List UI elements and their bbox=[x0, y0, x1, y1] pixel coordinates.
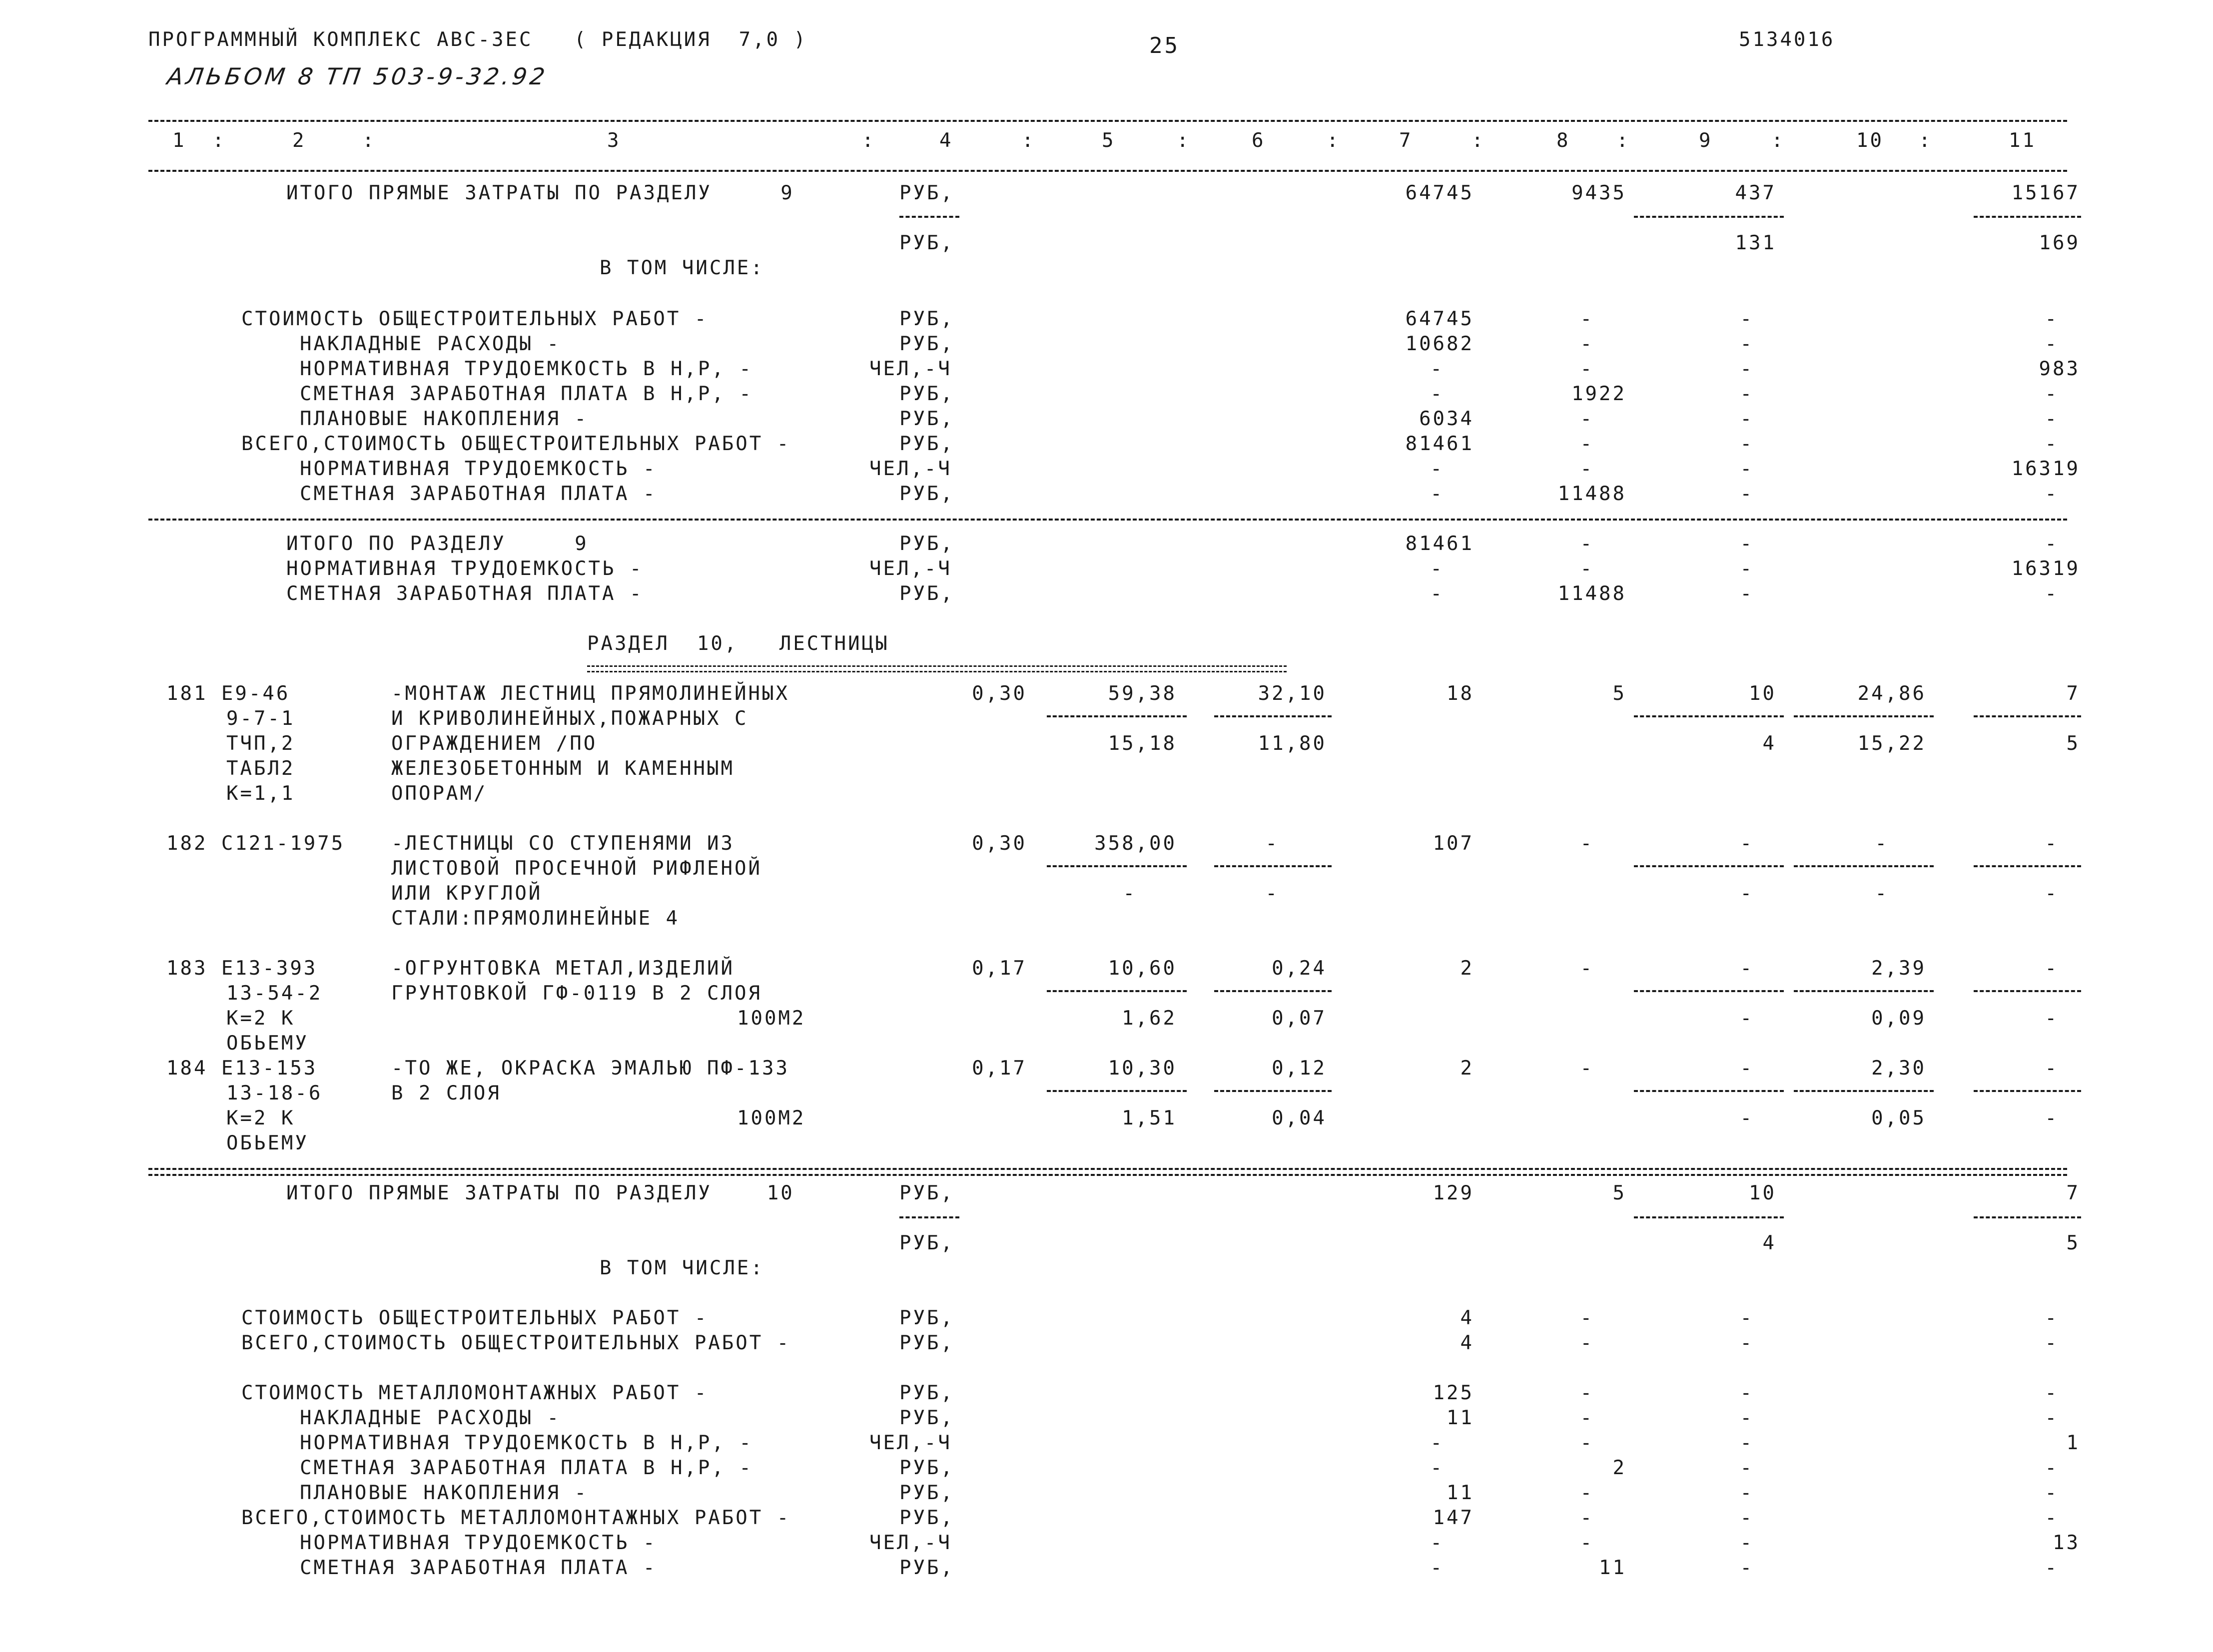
estimate-text: 7 bbox=[2066, 1182, 2080, 1204]
estimate-text: НОРМАТИВНАЯ ТРУДОЕМКОСТЬ - bbox=[300, 1532, 657, 1554]
estimate-text: - bbox=[1740, 408, 1754, 430]
estimate-text: - bbox=[1430, 1457, 1444, 1479]
column-number: 5 bbox=[1102, 129, 1116, 152]
estimate-text: РУБ, bbox=[899, 1382, 954, 1404]
estimate-text: ОБЬЕМУ bbox=[226, 1032, 309, 1055]
estimate-text: - bbox=[2045, 1557, 2059, 1579]
estimate-text: - bbox=[1430, 1557, 1444, 1579]
estimate-text: 11 bbox=[1447, 1482, 1474, 1504]
estimate-text: 64745 bbox=[1405, 182, 1474, 204]
column-number: 8 bbox=[1556, 129, 1570, 152]
dashed-rule bbox=[1634, 1216, 1784, 1218]
dashed-rule bbox=[1634, 1090, 1784, 1092]
column-separator: : bbox=[1472, 129, 1485, 152]
estimate-text: - bbox=[2045, 433, 2059, 455]
estimate-text: РУБ, bbox=[899, 383, 954, 405]
estimate-text: ПЛАНОВЫЕ НАКОПЛЕНИЯ - bbox=[300, 408, 589, 430]
estimate-text: 0,24 bbox=[1272, 957, 1327, 980]
estimate-text: В ТОМ ЧИСЛЕ: bbox=[600, 257, 764, 279]
estimate-text: ИЛИ КРУГЛОЙ bbox=[391, 882, 543, 905]
estimate-text: - bbox=[1580, 533, 1594, 555]
estimate-text: - bbox=[2045, 1507, 2059, 1529]
estimate-text: И КРИВОЛИНЕЙНЫХ,ПОЖАРНЫХ С bbox=[391, 707, 748, 730]
estimate-text: 15167 bbox=[2011, 182, 2080, 204]
estimate-text: - bbox=[1740, 383, 1754, 405]
dashed-rule bbox=[899, 1216, 959, 1218]
estimate-text: 0,17 bbox=[972, 1057, 1027, 1080]
estimate-text: 181 Е9-46 bbox=[166, 682, 290, 705]
estimate-text: 18 bbox=[1447, 682, 1474, 705]
estimate-text: - bbox=[2045, 1107, 2059, 1129]
estimate-text: ГРУНТОВКОЙ ГФ-0119 В 2 СЛОЯ bbox=[391, 982, 762, 1005]
estimate-text: - bbox=[1740, 1457, 1754, 1479]
estimate-text: 81461 bbox=[1405, 533, 1474, 555]
header-top-rule bbox=[148, 120, 2067, 122]
estimate-text: - bbox=[1123, 882, 1137, 905]
estimate-text: 2 bbox=[1460, 1057, 1474, 1080]
dashed-rule bbox=[1794, 1090, 1934, 1092]
dashed-rule bbox=[1047, 990, 1187, 992]
column-number: 11 bbox=[2009, 129, 2036, 152]
column-number: 7 bbox=[1399, 129, 1413, 152]
estimate-text: В 2 СЛОЯ bbox=[391, 1082, 501, 1104]
estimate-text: 0,17 bbox=[972, 957, 1027, 980]
estimate-text: 184 Е13-153 bbox=[166, 1057, 318, 1080]
dashed-rule bbox=[1047, 715, 1187, 717]
double-underline bbox=[587, 665, 1287, 672]
program-header: ПРОГРАММНЫЙ КОМПЛЕКС АВС-3ЕС ( РЕДАКЦИЯ 7,0 ) bbox=[148, 28, 808, 51]
estimate-text: - bbox=[2045, 408, 2059, 430]
header-bottom-rule bbox=[148, 170, 2067, 172]
estimate-text: - bbox=[2045, 1482, 2059, 1504]
estimate-text: - bbox=[1740, 1307, 1754, 1329]
estimate-text: 107 bbox=[1433, 832, 1474, 855]
estimate-text: - bbox=[1580, 458, 1594, 480]
estimate-text: - bbox=[1740, 458, 1754, 480]
estimate-text: 131 bbox=[1735, 232, 1776, 254]
dashed-rule bbox=[899, 216, 959, 218]
estimate-text: 182 С121-1975 bbox=[166, 832, 345, 855]
estimate-text: 4 bbox=[1762, 1232, 1776, 1254]
estimate-text: 5 bbox=[2066, 732, 2080, 755]
estimate-text: - bbox=[1265, 832, 1279, 855]
estimate-text: 11 bbox=[1599, 1557, 1626, 1579]
estimate-text: 7 bbox=[2066, 682, 2080, 705]
estimate-text: - bbox=[1875, 832, 1889, 855]
estimate-text: 6034 bbox=[1419, 408, 1474, 430]
estimate-text: 59,38 bbox=[1108, 682, 1177, 705]
estimate-text: 10682 bbox=[1405, 333, 1474, 355]
estimate-text: 2 bbox=[1612, 1457, 1626, 1479]
estimate-text: - bbox=[1740, 433, 1754, 455]
estimate-text: - bbox=[1740, 1382, 1754, 1404]
estimate-text: 10,30 bbox=[1108, 1057, 1177, 1080]
estimate-text: - bbox=[1740, 1332, 1754, 1354]
estimate-text: - bbox=[1580, 433, 1594, 455]
estimate-text: - bbox=[1740, 1507, 1754, 1529]
column-number: 6 bbox=[1252, 129, 1266, 152]
estimate-text: ТАБЛ2 bbox=[226, 757, 295, 780]
estimate-text: 4 bbox=[1460, 1332, 1474, 1354]
estimate-text: 0,05 bbox=[1871, 1107, 1926, 1129]
estimate-text: ЧЕЛ,-Ч bbox=[869, 1432, 952, 1454]
estimate-text: НОРМАТИВНАЯ ТРУДОЕМКОСТЬ - bbox=[286, 557, 644, 580]
estimate-text: 0,12 bbox=[1272, 1057, 1327, 1080]
estimate-text: - bbox=[1740, 533, 1754, 555]
estimate-text: СМЕТНАЯ ЗАРАБОТНАЯ ПЛАТА - bbox=[300, 1557, 657, 1579]
estimate-text: - bbox=[1580, 308, 1594, 330]
estimate-text: 2,30 bbox=[1871, 1057, 1926, 1080]
estimate-text: - bbox=[1740, 308, 1754, 330]
estimate-text: - bbox=[1580, 1507, 1594, 1529]
dashed-rule bbox=[1634, 715, 1784, 717]
estimate-text: - bbox=[1430, 1532, 1444, 1554]
estimate-text: - bbox=[1740, 358, 1754, 380]
estimate-text: НОРМАТИВНАЯ ТРУДОЕМКОСТЬ В Н,Р, - bbox=[300, 358, 753, 380]
estimate-text: 5 bbox=[1612, 1182, 1626, 1204]
estimate-text: 125 bbox=[1433, 1382, 1474, 1404]
estimate-text: 13 bbox=[2053, 1532, 2080, 1554]
estimate-text: РУБ, bbox=[899, 1182, 954, 1204]
estimate-text: РУБ, bbox=[899, 1507, 954, 1529]
estimate-text: 13-54-2 bbox=[226, 982, 323, 1005]
estimate-text: РУБ, bbox=[899, 533, 954, 555]
estimate-text: 0,30 bbox=[972, 682, 1027, 705]
estimate-text: 10,60 bbox=[1108, 957, 1177, 980]
estimate-text: - bbox=[1580, 1482, 1594, 1504]
estimate-text: 10 bbox=[1749, 1182, 1776, 1204]
estimate-text: - bbox=[1580, 1382, 1594, 1404]
estimate-text: - bbox=[2045, 882, 2059, 905]
estimate-text: РУБ, bbox=[899, 1557, 954, 1579]
estimate-text: РУБ, bbox=[899, 433, 954, 455]
estimate-text: - bbox=[1740, 1557, 1754, 1579]
estimate-text: - bbox=[1430, 483, 1444, 505]
estimate-text: - bbox=[2045, 333, 2059, 355]
estimate-text: ВСЕГО,СТОИМОСТЬ ОБЩЕСТРОИТЕЛЬНЫХ РАБОТ - bbox=[241, 433, 791, 455]
dashed-rule bbox=[1794, 715, 1934, 717]
dashed-rule bbox=[148, 519, 2067, 521]
column-number: 4 bbox=[939, 129, 953, 152]
estimate-text: ЛИСТОВОЙ ПРОСЕЧНОЙ РИФЛЕНОЙ bbox=[391, 857, 762, 880]
column-number: 3 bbox=[607, 129, 621, 152]
estimate-text: 11 bbox=[1447, 1407, 1474, 1429]
estimate-text: 169 bbox=[2039, 232, 2080, 254]
estimate-text: - bbox=[1740, 483, 1754, 505]
column-number: 10 bbox=[1856, 129, 1884, 152]
estimate-text: СМЕТНАЯ ЗАРАБОТНАЯ ПЛАТА - bbox=[286, 582, 644, 605]
estimate-text: ТЧП,2 bbox=[226, 732, 295, 755]
estimate-text: - bbox=[1740, 832, 1754, 855]
dashed-rule bbox=[1974, 216, 2081, 218]
column-number: 2 bbox=[292, 129, 306, 152]
column-separator: : bbox=[1022, 129, 1036, 152]
estimate-text: - bbox=[2045, 483, 2059, 505]
dashed-rule bbox=[1214, 990, 1332, 992]
dashed-rule bbox=[1634, 865, 1784, 867]
estimate-text: 2,39 bbox=[1871, 957, 1926, 980]
dashed-rule bbox=[148, 1174, 2067, 1176]
dashed-rule bbox=[1047, 865, 1187, 867]
estimate-text: - bbox=[2045, 582, 2059, 605]
estimate-text: - bbox=[1580, 1057, 1594, 1080]
estimate-text: - bbox=[2045, 1057, 2059, 1080]
estimate-text: РУБ, bbox=[899, 483, 954, 505]
estimate-text: 15,22 bbox=[1857, 732, 1926, 755]
estimate-text: СТОИМОСТЬ ОБЩЕСТРОИТЕЛЬНЫХ РАБОТ - bbox=[241, 308, 709, 330]
estimate-text: -МОНТАЖ ЛЕСТНИЦ ПРЯМОЛИНЕЙНЫХ bbox=[391, 682, 789, 705]
column-number: 1 bbox=[172, 129, 186, 152]
estimate-text: - bbox=[1740, 1482, 1754, 1504]
estimate-text: 11488 bbox=[1557, 582, 1626, 605]
estimate-text: 983 bbox=[2039, 358, 2080, 380]
estimate-text: ЧЕЛ,-Ч bbox=[869, 557, 952, 580]
estimate-text: - bbox=[1740, 1407, 1754, 1429]
estimate-text: - bbox=[2045, 1382, 2059, 1404]
estimate-text: 0,04 bbox=[1272, 1107, 1327, 1129]
dashed-rule bbox=[1974, 865, 2081, 867]
estimate-text: 0,30 bbox=[972, 832, 1027, 855]
dashed-rule bbox=[1974, 1090, 2081, 1092]
estimate-text: - bbox=[1740, 1007, 1754, 1030]
document-code: 5134016 bbox=[1739, 28, 1835, 51]
estimate-text: СМЕТНАЯ ЗАРАБОТНАЯ ПЛАТА - bbox=[300, 483, 657, 505]
estimate-text: РАЗДЕЛ 10, ЛЕСТНИЦЫ bbox=[587, 632, 889, 655]
estimate-text: ЖЕЛЕЗОБЕТОННЫМ И КАМЕННЫМ bbox=[391, 757, 735, 780]
estimate-text: 64745 bbox=[1405, 308, 1474, 330]
estimate-text: 9-7-1 bbox=[226, 707, 295, 730]
estimate-text: -ОГРУНТОВКА МЕТАЛ,ИЗДЕЛИЙ bbox=[391, 957, 735, 980]
estimate-text: - bbox=[2045, 832, 2059, 855]
estimate-text: 11488 bbox=[1557, 483, 1626, 505]
estimate-text: - bbox=[2045, 533, 2059, 555]
estimate-text: 129 bbox=[1433, 1182, 1474, 1204]
estimate-text: К=1,1 bbox=[226, 782, 295, 805]
dashed-rule bbox=[1634, 216, 1784, 218]
dashed-rule bbox=[148, 1168, 2067, 1170]
estimate-text: - bbox=[1580, 957, 1594, 980]
estimate-text: - bbox=[1580, 1332, 1594, 1354]
column-separator: : bbox=[1919, 129, 1933, 152]
estimate-text: - bbox=[1740, 557, 1754, 580]
estimate-text: - bbox=[1580, 1307, 1594, 1329]
estimate-text: - bbox=[2045, 383, 2059, 405]
estimate-text: - bbox=[1580, 333, 1594, 355]
estimate-text: СМЕТНАЯ ЗАРАБОТНАЯ ПЛАТА В Н,Р, - bbox=[300, 1457, 753, 1479]
dashed-rule bbox=[1794, 865, 1934, 867]
estimate-text: ВСЕГО,СТОИМОСТЬ ОБЩЕСТРОИТЕЛЬНЫХ РАБОТ - bbox=[241, 1332, 791, 1354]
estimate-text: 2 bbox=[1460, 957, 1474, 980]
estimate-text: В ТОМ ЧИСЛЕ: bbox=[600, 1257, 764, 1279]
estimate-text: 1922 bbox=[1571, 383, 1626, 405]
estimate-text: - bbox=[1580, 557, 1594, 580]
dashed-rule bbox=[1047, 1090, 1187, 1092]
dashed-rule bbox=[1214, 865, 1332, 867]
estimate-text: РУБ, bbox=[899, 182, 954, 204]
estimate-text: 1,62 bbox=[1122, 1007, 1177, 1030]
estimate-text: - bbox=[1580, 1407, 1594, 1429]
estimate-text: - bbox=[1430, 1432, 1444, 1454]
estimate-text: РУБ, bbox=[899, 1457, 954, 1479]
dashed-rule bbox=[1974, 1216, 2081, 1218]
estimate-text: 5 bbox=[2066, 1232, 2080, 1254]
estimate-text: ОБЬЕМУ bbox=[226, 1132, 309, 1154]
estimate-text: -ЛЕСТНИЦЫ СО СТУПЕНЯМИ ИЗ bbox=[391, 832, 735, 855]
estimate-text: 358,00 bbox=[1094, 832, 1177, 855]
estimate-text: 32,10 bbox=[1258, 682, 1327, 705]
estimate-text: 16319 bbox=[2011, 458, 2080, 480]
estimate-text: ЧЕЛ,-Ч bbox=[869, 1532, 952, 1554]
estimate-text: ИТОГО ПРЯМЫЕ ЗАТРАТЫ ПО РАЗДЕЛУ 9 bbox=[286, 182, 794, 204]
estimate-text: - bbox=[1740, 333, 1754, 355]
estimate-text: СТОИМОСТЬ МЕТАЛЛОМОНТАЖНЫХ РАБОТ - bbox=[241, 1382, 709, 1404]
estimate-text: 10 bbox=[1749, 682, 1776, 705]
estimate-text: ОГРАЖДЕНИЕМ /ПО bbox=[391, 732, 598, 755]
estimate-text: 11,80 bbox=[1258, 732, 1327, 755]
estimate-text: РУБ, bbox=[899, 333, 954, 355]
estimate-text: 100М2 bbox=[737, 1007, 806, 1030]
estimate-text: РУБ, bbox=[899, 1332, 954, 1354]
dashed-rule bbox=[1634, 990, 1784, 992]
estimate-text: ОПОРАМ/ bbox=[391, 782, 488, 805]
column-number: 9 bbox=[1699, 129, 1713, 152]
estimate-text: РУБ, bbox=[899, 1482, 954, 1504]
estimate-text: - bbox=[1430, 557, 1444, 580]
estimate-text: - bbox=[1740, 1057, 1754, 1080]
estimate-text: - bbox=[2045, 1007, 2059, 1030]
estimate-text: - bbox=[1740, 1107, 1754, 1129]
estimate-text: НОРМАТИВНАЯ ТРУДОЕМКОСТЬ - bbox=[300, 458, 657, 480]
estimate-text: 1 bbox=[2066, 1432, 2080, 1454]
estimate-text: ЧЕЛ,-Ч bbox=[869, 458, 952, 480]
estimate-text: - bbox=[2045, 308, 2059, 330]
estimate-text: -ТО ЖЕ, ОКРАСКА ЭМАЛЬЮ ПФ-133 bbox=[391, 1057, 789, 1080]
estimate-text: СТАЛИ:ПРЯМОЛИНЕЙНЫЕ 4 bbox=[391, 907, 680, 930]
estimate-text: - bbox=[1430, 458, 1444, 480]
estimate-text: 24,86 bbox=[1857, 682, 1926, 705]
estimate-text: 5 bbox=[1612, 682, 1626, 705]
column-separator: : bbox=[362, 129, 376, 152]
estimate-text: РУБ, bbox=[899, 1407, 954, 1429]
estimate-text: ИТОГО ПРЯМЫЕ ЗАТРАТЫ ПО РАЗДЕЛУ 10 bbox=[286, 1182, 794, 1204]
estimate-text: СМЕТНАЯ ЗАРАБОТНАЯ ПЛАТА В Н,Р, - bbox=[300, 383, 753, 405]
estimate-text: - bbox=[2045, 1407, 2059, 1429]
estimate-text: - bbox=[1265, 882, 1279, 905]
estimate-text: 81461 bbox=[1405, 433, 1474, 455]
estimate-text: К=2 К bbox=[226, 1007, 295, 1030]
estimate-text: РУБ, bbox=[899, 1232, 954, 1254]
estimate-text: - bbox=[2045, 1307, 2059, 1329]
estimate-text: ПЛАНОВЫЕ НАКОПЛЕНИЯ - bbox=[300, 1482, 589, 1504]
estimate-text: - bbox=[1430, 358, 1444, 380]
dashed-rule bbox=[1214, 715, 1332, 717]
estimate-text: - bbox=[1580, 832, 1594, 855]
estimate-text: - bbox=[1430, 383, 1444, 405]
estimate-text: 437 bbox=[1735, 182, 1776, 204]
column-separator: : bbox=[1616, 129, 1630, 152]
estimate-text: - bbox=[2045, 957, 2059, 980]
estimate-text: РУБ, bbox=[899, 582, 954, 605]
estimate-text: 15,18 bbox=[1108, 732, 1177, 755]
dashed-rule bbox=[1214, 1090, 1332, 1092]
estimate-text: - bbox=[2045, 1332, 2059, 1354]
estimate-text: 147 bbox=[1433, 1507, 1474, 1529]
dashed-rule bbox=[1974, 990, 2081, 992]
page-number: 25 bbox=[1149, 33, 1180, 58]
estimate-text: ЧЕЛ,-Ч bbox=[869, 358, 952, 380]
column-separator: : bbox=[862, 129, 876, 152]
column-separator: : bbox=[1177, 129, 1191, 152]
estimate-text: - bbox=[1580, 1532, 1594, 1554]
estimate-text: РУБ, bbox=[899, 1307, 954, 1329]
estimate-text: 100М2 bbox=[737, 1107, 806, 1129]
estimate-text: СТОИМОСТЬ ОБЩЕСТРОИТЕЛЬНЫХ РАБОТ - bbox=[241, 1307, 709, 1329]
estimate-text: - bbox=[1740, 582, 1754, 605]
estimate-text: - bbox=[1740, 1432, 1754, 1454]
estimate-text: 4 bbox=[1762, 732, 1776, 755]
estimate-text: НАКЛАДНЫЕ РАСХОДЫ - bbox=[300, 333, 561, 355]
estimate-text: 0,07 bbox=[1272, 1007, 1327, 1030]
estimate-text: 1,51 bbox=[1122, 1107, 1177, 1129]
estimate-text: НАКЛАДНЫЕ РАСХОДЫ - bbox=[300, 1407, 561, 1429]
estimate-text: - bbox=[1580, 1432, 1594, 1454]
estimate-text: К=2 К bbox=[226, 1107, 295, 1129]
estimate-text: - bbox=[1875, 882, 1889, 905]
estimate-text: - bbox=[1580, 408, 1594, 430]
estimate-text: 13-18-6 bbox=[226, 1082, 323, 1104]
estimate-text: ВСЕГО,СТОИМОСТЬ МЕТАЛЛОМОНТАЖНЫХ РАБОТ - bbox=[241, 1507, 791, 1529]
estimate-text: 0,09 bbox=[1871, 1007, 1926, 1030]
estimate-text: 9435 bbox=[1571, 182, 1626, 204]
estimate-text: - bbox=[1430, 582, 1444, 605]
estimate-text: ИТОГО ПО РАЗДЕЛУ 9 bbox=[286, 533, 589, 555]
estimate-text: - bbox=[1740, 882, 1754, 905]
estimate-text: - bbox=[1740, 1532, 1754, 1554]
estimate-text: РУБ, bbox=[899, 232, 954, 254]
estimate-text: - bbox=[2045, 1457, 2059, 1479]
estimate-text: 4 bbox=[1460, 1307, 1474, 1329]
estimate-text: 183 Е13-393 bbox=[166, 957, 318, 980]
estimate-text: РУБ, bbox=[899, 308, 954, 330]
dashed-rule bbox=[1974, 715, 2081, 717]
column-separator: : bbox=[212, 129, 226, 152]
estimate-text: НОРМАТИВНАЯ ТРУДОЕМКОСТЬ В Н,Р, - bbox=[300, 1432, 753, 1454]
dashed-rule bbox=[1794, 990, 1934, 992]
estimate-text: 16319 bbox=[2011, 557, 2080, 580]
estimate-text: - bbox=[1740, 957, 1754, 980]
column-separator: : bbox=[1771, 129, 1785, 152]
estimate-text: - bbox=[1580, 358, 1594, 380]
album-handwritten-note: АЛЬБОМ 8 ТП 503-9-32.92 bbox=[165, 63, 550, 90]
column-separator: : bbox=[1327, 129, 1341, 152]
estimate-text: РУБ, bbox=[899, 408, 954, 430]
